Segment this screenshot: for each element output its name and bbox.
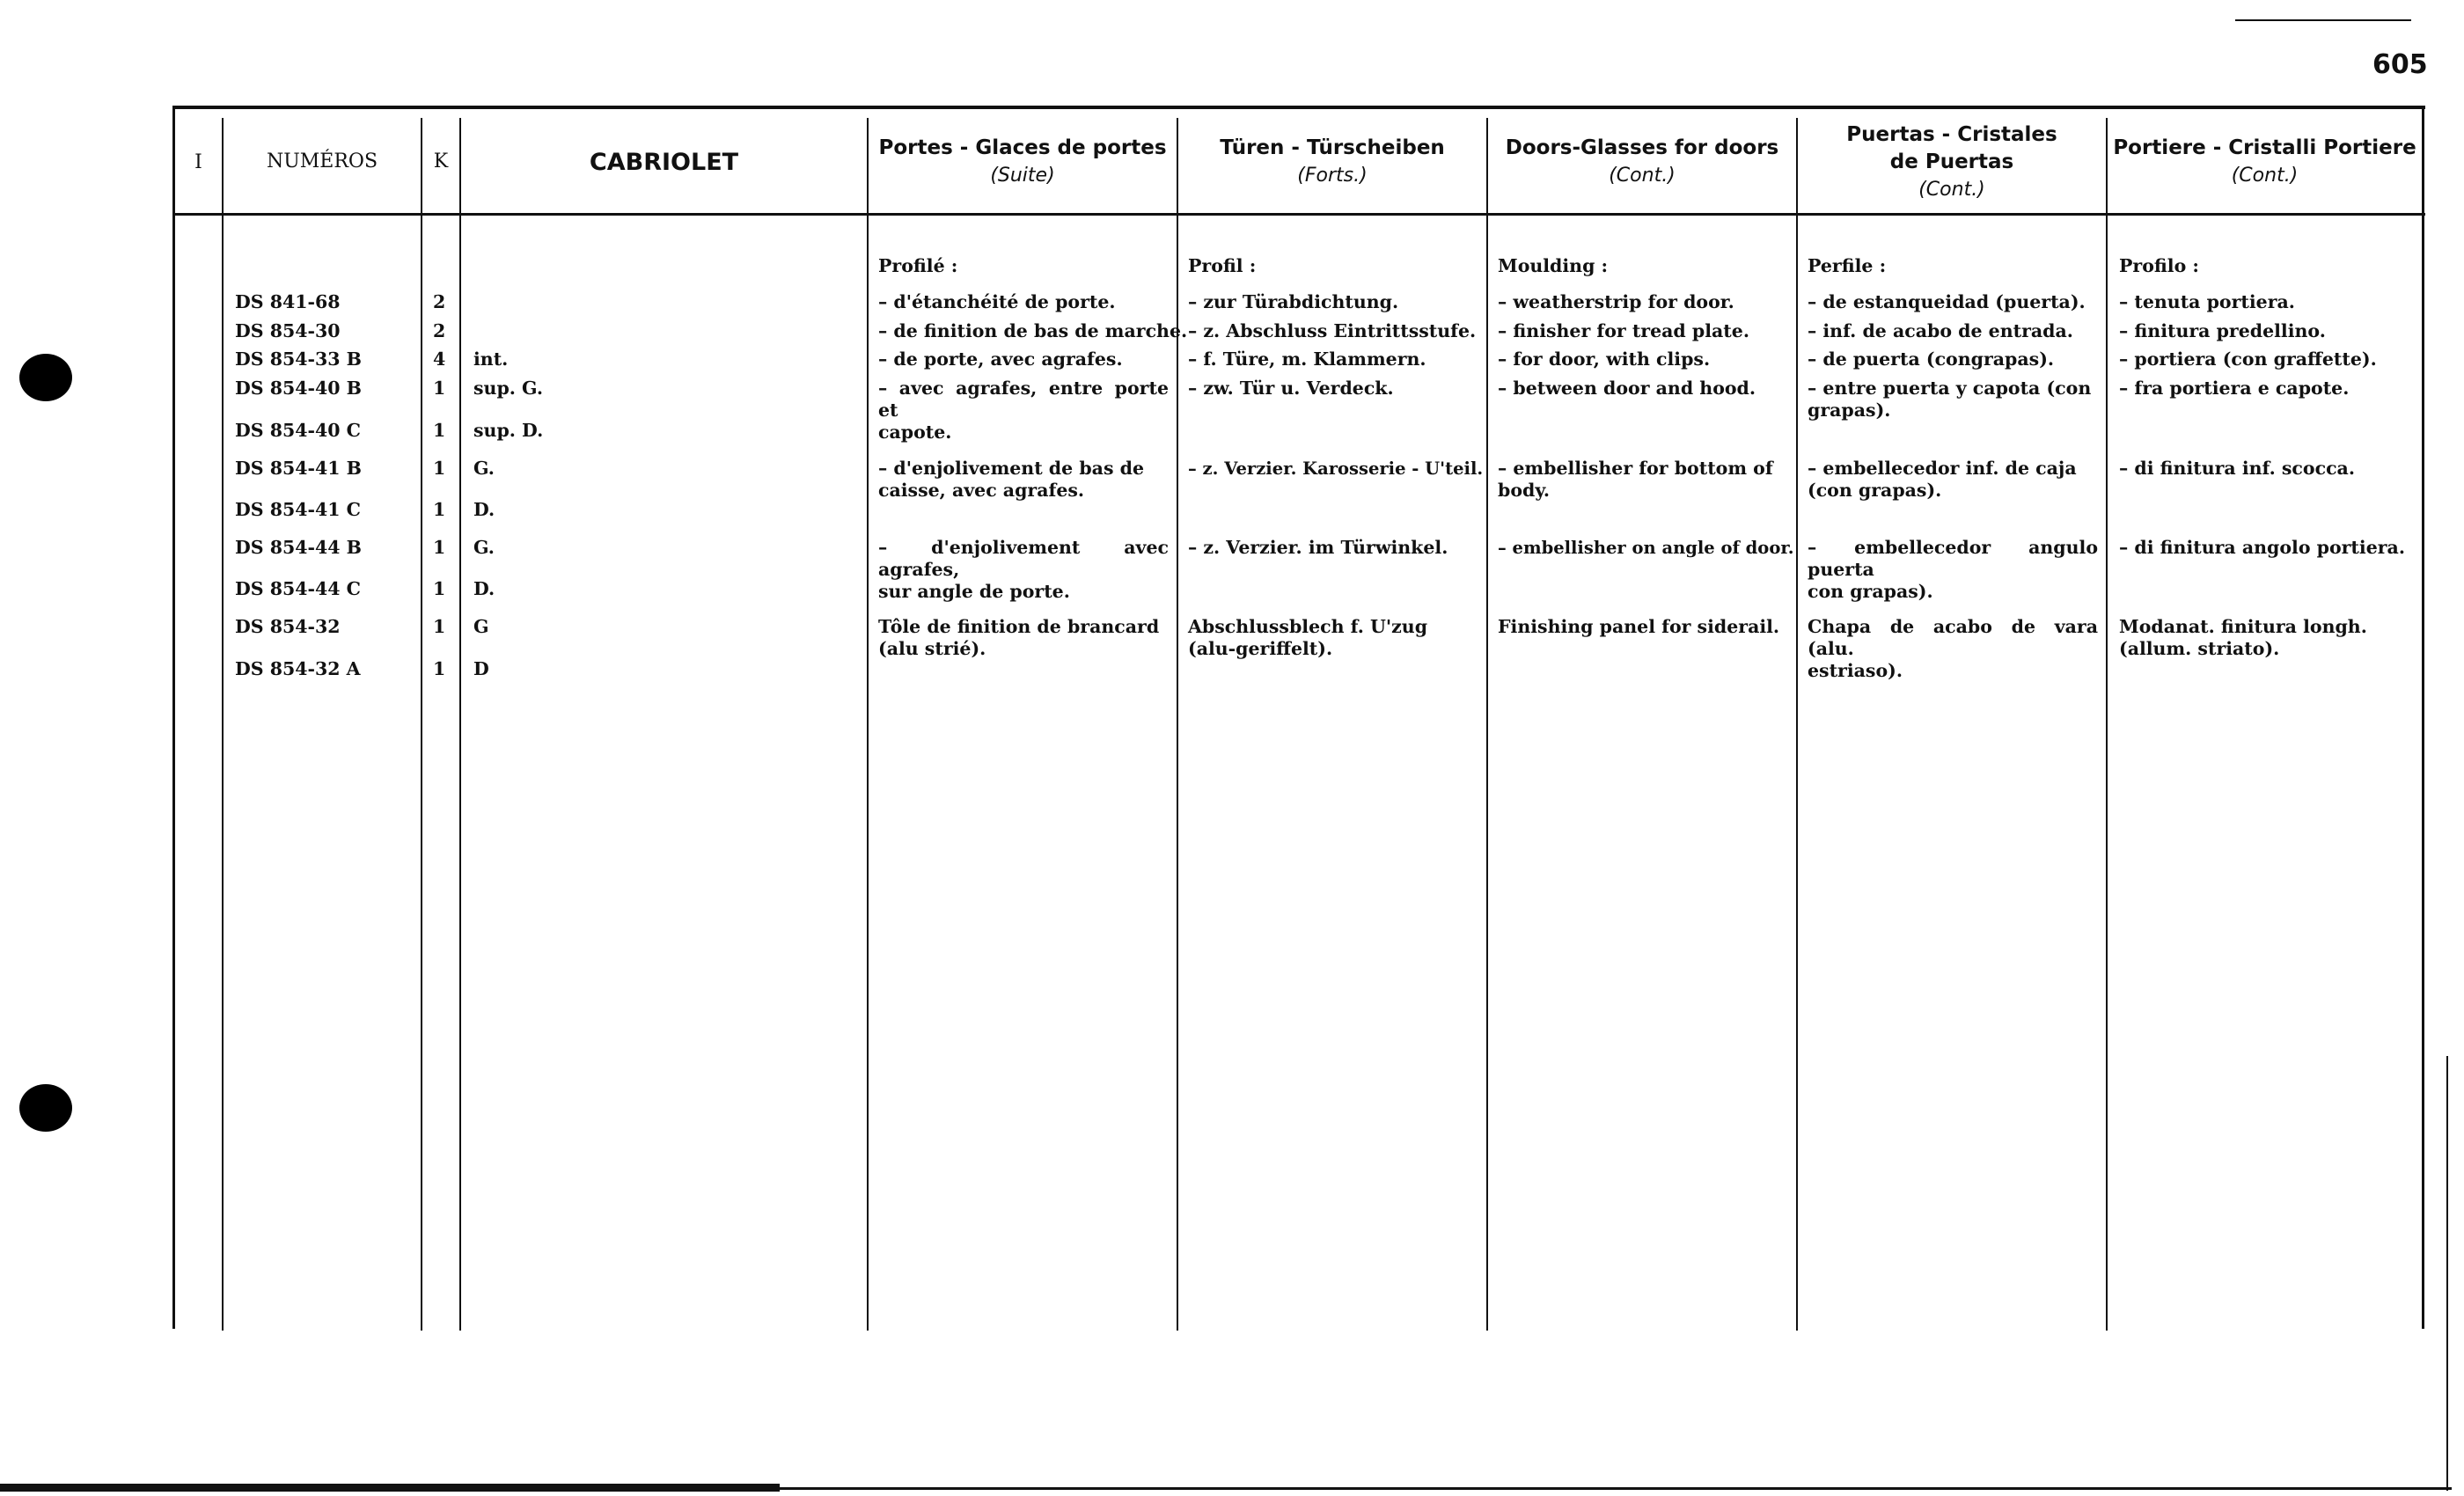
desc-fr-line: – avec agrafes, entre porte et capote.: [878, 378, 1169, 443]
part-position: D: [473, 658, 489, 679]
desc-it-line: – di finitura inf. scocca.: [2119, 458, 2355, 479]
header-de-sub: (Forts.): [1297, 165, 1368, 187]
table-top-border: [172, 106, 2425, 109]
desc-es-line: – inf. de acabo de entrada.: [1808, 320, 2073, 341]
right-edge-line: [2446, 1056, 2448, 1491]
desc-it-line: – finitura predellino.: [2119, 320, 2326, 341]
col-sep-8: [2106, 118, 2108, 1331]
desc-es-line: – embellecedor inf. de caja (con grapas).: [1808, 458, 2077, 501]
desc-en-line: – for door, with clips.: [1498, 348, 1711, 370]
part-qty: 1: [433, 578, 446, 599]
table-left-border: [172, 106, 175, 1329]
part-position: sup. G.: [473, 378, 543, 399]
part-qty: 1: [433, 658, 446, 679]
header-fr: [869, 114, 1177, 209]
header-it-title: Portiere - Cristalli Portiere: [2113, 136, 2416, 159]
desc-en-line: Finishing panel for siderail.: [1498, 616, 1780, 637]
col-sep-4: [867, 118, 869, 1331]
part-position: sup. D.: [473, 420, 544, 441]
page-number: 605: [2372, 49, 2428, 80]
desc-en-line: – between door and hood.: [1498, 378, 1756, 399]
desc-en-heading: Moulding :: [1498, 255, 1609, 276]
header-fr-title: Portes - Glaces de portes: [878, 136, 1167, 159]
header-es-title-2: de Puertas: [1889, 150, 2014, 173]
desc-es-line: – de puerta (congrapas).: [1808, 348, 2055, 370]
punch-hole-top: [19, 354, 72, 401]
desc-it-line: – tenuta portiera.: [2119, 291, 2295, 312]
header-en: [1488, 114, 1796, 209]
desc-de-line: – zw. Tür u. Verdeck.: [1188, 378, 1394, 399]
part-number: DS 854-33 B: [235, 348, 363, 370]
part-number: DS 854-40 C: [235, 420, 361, 441]
part-number: DS 854-32: [235, 616, 341, 637]
desc-it-heading: Profilo :: [2119, 255, 2199, 276]
header-it: [2108, 114, 2422, 209]
header-de: [1178, 114, 1486, 209]
desc-es-line: – de estanqueidad (puerta).: [1808, 291, 2086, 312]
part-qty: 1: [433, 537, 446, 558]
desc-it-line: – fra portiera e capote.: [2119, 378, 2350, 399]
part-number: DS 854-40 B: [235, 378, 363, 399]
col-sep-6: [1486, 118, 1488, 1331]
desc-es-line: Chapa de acabo de vara (alu. estriaso).: [1808, 616, 2098, 681]
desc-en-line: – embellisher for bottom of body.: [1498, 458, 1773, 501]
header-it-sub: (Cont.): [2231, 165, 2299, 187]
desc-fr-line: Tôle de finition de brancard (alu strié).: [878, 616, 1160, 659]
part-qty: 1: [433, 378, 446, 399]
desc-fr-line: – d'enjolivement de bas de caisse, avec agrafes.: [878, 458, 1144, 501]
desc-fr-line: – d'enjolivement avec agrafes, sur angle de porte.: [878, 537, 1169, 602]
desc-de-line: – zur Türabdichtung.: [1188, 291, 1399, 312]
desc-es-heading: Perfile :: [1808, 255, 1887, 276]
header-index: I: [194, 150, 202, 173]
part-position: G.: [473, 537, 495, 558]
desc-en-line: – embellisher on angle of door.: [1498, 538, 1794, 558]
header-fr-sub: (Suite): [990, 165, 1055, 187]
part-number: DS 854-44 C: [235, 578, 361, 599]
header-en-sub: (Cont.): [1609, 165, 1676, 187]
header-es-sub: (Cont.): [1918, 178, 1985, 201]
part-position: int.: [473, 348, 509, 370]
desc-it-line: – di finitura angolo portiera.: [2119, 537, 2405, 558]
desc-fr-heading: Profilé :: [878, 255, 958, 276]
part-position: G: [473, 616, 489, 637]
desc-en-line: – finisher for tread plate.: [1498, 320, 1749, 341]
header-es: [1798, 114, 2106, 209]
part-number: DS 854-41 B: [235, 458, 363, 479]
bottom-line: [780, 1487, 2452, 1490]
desc-fr-line: – d'étanchéité de porte.: [878, 291, 1116, 312]
desc-de-heading: Profil :: [1188, 255, 1257, 276]
col-sep-5: [1177, 118, 1178, 1331]
header-bottom-border: [172, 213, 2425, 216]
header-es-title-1: Puertas - Cristales: [1846, 122, 2057, 146]
part-qty: 2: [433, 291, 446, 312]
header-de-title: Türen - Türscheiben: [1220, 136, 1445, 159]
desc-es-line: – embellecedor angulo puerta con grapas).: [1808, 537, 2098, 602]
desc-de-line: – z. Verzier. im Türwinkel.: [1188, 537, 1448, 558]
desc-fr-line: – de finition de bas de marche.: [878, 320, 1188, 341]
part-position: D.: [473, 578, 495, 599]
part-number: DS 854-44 B: [235, 537, 363, 558]
desc-de-line: – f. Türe, m. Klammern.: [1188, 348, 1426, 370]
col-sep-3: [459, 118, 461, 1331]
desc-en-line: – weatherstrip for door.: [1498, 291, 1734, 312]
part-qty: 1: [433, 499, 446, 520]
desc-fr-line: – de porte, avec agrafes.: [878, 348, 1123, 370]
header-en-title: Doors-Glasses for doors: [1505, 136, 1779, 159]
part-qty: 1: [433, 616, 446, 637]
part-number: DS 854-32 A: [235, 658, 361, 679]
part-number: DS 841-68: [235, 291, 341, 312]
part-position: D.: [473, 499, 495, 520]
part-position: G.: [473, 458, 495, 479]
header-k: K: [433, 150, 449, 172]
top-edge-mark: [2235, 19, 2411, 21]
bottom-bar: [0, 1484, 780, 1492]
table-right-border: [2422, 106, 2424, 1329]
desc-es-line: – entre puerta y capota (con grapas).: [1808, 378, 2092, 421]
part-qty: 1: [433, 420, 446, 441]
desc-de-line: – z. Verzier. Karosserie - U'teil.: [1188, 458, 1484, 479]
col-sep-2: [421, 118, 422, 1331]
desc-de-line: – z. Abschluss Eintrittsstufe.: [1188, 320, 1477, 341]
header-numeros: NUMÉROS: [266, 150, 378, 172]
part-number: DS 854-30: [235, 320, 341, 341]
header-cabriolet: CABRIOLET: [589, 148, 739, 176]
desc-de-line: Abschlussblech f. U'zug (alu-geriffelt).: [1188, 616, 1428, 659]
part-qty: 4: [433, 348, 446, 370]
col-sep-7: [1796, 118, 1798, 1331]
desc-it-line: Modanat. finitura longh. (allum. striato).: [2119, 616, 2367, 659]
part-qty: 1: [433, 458, 446, 479]
part-number: DS 854-41 C: [235, 499, 361, 520]
desc-it-line: – portiera (con graffette).: [2119, 348, 2377, 370]
col-sep-1: [222, 118, 224, 1331]
punch-hole-bottom: [19, 1084, 72, 1132]
part-qty: 2: [433, 320, 446, 341]
